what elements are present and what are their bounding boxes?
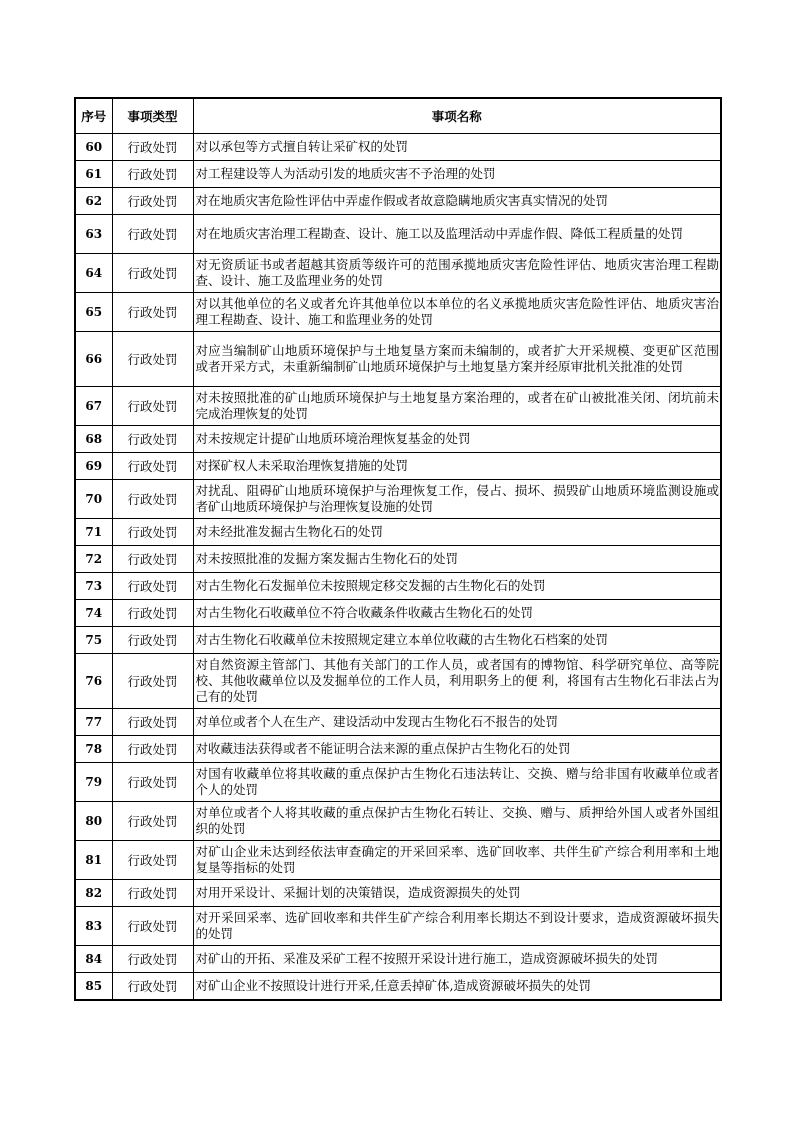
- document-page: [74, 97, 720, 1001]
- row-matter-type: 行政处罚: [112, 215, 193, 254]
- row-matter-type: 行政处罚: [112, 736, 193, 763]
- table-row: [75, 654, 721, 709]
- row-matter-name: 对未按照批准的矿山地质环境保护与土地复垦方案治理的，或者在矿山被批准关闭、闭坑前未完成治理恢复的处罚: [193, 387, 721, 426]
- row-matter-type: 行政处罚: [112, 654, 193, 709]
- row-serial-number: 65: [75, 293, 112, 332]
- row-serial-number: 81: [75, 841, 112, 880]
- row-matter-type: 行政处罚: [112, 802, 193, 841]
- row-serial-number: 69: [75, 453, 112, 480]
- table-row: [75, 188, 721, 215]
- row-matter-name: 对矿山的开拓、采准及采矿工程不按照开采设计进行施工，造成资源破坏损失的处罚: [193, 946, 721, 973]
- table-row: [75, 546, 721, 573]
- row-matter-type: 行政处罚: [112, 841, 193, 880]
- row-matter-name: 对国有收藏单位将其收藏的重点保护古生物化石违法转让、交换、赠与给非国有收藏单位或者个人的处罚: [193, 763, 721, 802]
- row-matter-type: 行政处罚: [112, 293, 193, 332]
- row-matter-name: 对单位或者个人将其收藏的重点保护古生物化石转让、交换、赠与、质押给外国人或者外国组织的处罚: [193, 802, 721, 841]
- row-serial-number: 84: [75, 946, 112, 973]
- row-serial-number: 75: [75, 627, 112, 654]
- table-row: [75, 907, 721, 946]
- table-row: [75, 573, 721, 600]
- row-matter-type: 行政处罚: [112, 946, 193, 973]
- row-serial-number: 74: [75, 600, 112, 627]
- row-matter-name: 对在地质灾害危险性评估中弄虚作假或者故意隐瞒地质灾害真实情况的处罚: [193, 188, 721, 215]
- table-row: [75, 763, 721, 802]
- row-serial-number: 68: [75, 426, 112, 453]
- table-row: [75, 161, 721, 188]
- row-matter-name: 对古生物化石发掘单位未按照规定移交发掘的古生物化石的处罚: [193, 573, 721, 600]
- row-matter-name: 对开采回采率、选矿回收率和共伴生矿产综合利用率长期达不到设计要求，造成资源破坏损失的处罚: [193, 907, 721, 946]
- row-matter-type: 行政处罚: [112, 134, 193, 161]
- header-serial-number: 序号: [75, 98, 112, 134]
- row-matter-name: 对无资质证书或者超越其资质等级许可的范围承揽地质灾害危险性评估、地质灾害治理工程勘查、设计、施工及监理业务的处罚: [193, 254, 721, 293]
- row-matter-name: 对古生物化石收藏单位不符合收藏条件收藏古生物化石的处罚: [193, 600, 721, 627]
- row-matter-name: 对扰乱、阻碍矿山地质环境保护与治理恢复工作，侵占、损坏、损毁矿山地质环境监测设施或者矿山地质环境保护与治理恢复设施的处罚: [193, 480, 721, 519]
- table-row: [75, 880, 721, 907]
- row-matter-name: 对在地质灾害治理工程勘查、设计、施工以及监理活动中弄虚作假、降低工程质量的处罚: [193, 215, 721, 254]
- row-matter-name: 对自然资源主管部门、其他有关部门的工作人员，或者国有的博物馆、科学研究单位、高等院校、其他收藏单位以及发掘单位的工作人员，利用职务上的便 利，将国有古生物化石非法占为己有的处罚: [193, 654, 721, 709]
- row-matter-name: 对未经批准发掘古生物化石的处罚: [193, 519, 721, 546]
- row-matter-type: 行政处罚: [112, 709, 193, 736]
- table-row: [75, 387, 721, 426]
- row-matter-name: 对未按规定计提矿山地质环境治理恢复基金的处罚: [193, 426, 721, 453]
- table-row: [75, 736, 721, 763]
- row-matter-type: 行政处罚: [112, 763, 193, 802]
- row-matter-type: 行政处罚: [112, 161, 193, 188]
- row-matter-type: 行政处罚: [112, 332, 193, 387]
- row-matter-name: 对矿山企业不按照设计进行开采,任意丢掉矿体,造成资源破坏损失的处罚: [193, 973, 721, 1001]
- row-matter-type: 行政处罚: [112, 627, 193, 654]
- row-serial-number: 72: [75, 546, 112, 573]
- row-matter-name: 对收藏违法获得或者不能证明合法来源的重点保护古生物化石的处罚: [193, 736, 721, 763]
- header-matter-name: 事项名称: [193, 98, 721, 134]
- row-serial-number: 60: [75, 134, 112, 161]
- row-matter-type: 行政处罚: [112, 600, 193, 627]
- row-serial-number: 71: [75, 519, 112, 546]
- table-row: [75, 254, 721, 293]
- row-serial-number: 78: [75, 736, 112, 763]
- row-matter-type: 行政处罚: [112, 480, 193, 519]
- table-row: [75, 946, 721, 973]
- row-matter-name: 对以承包等方式擅自转让采矿权的处罚: [193, 134, 721, 161]
- row-matter-type: 行政处罚: [112, 426, 193, 453]
- row-matter-type: 行政处罚: [112, 880, 193, 907]
- table-row: [75, 519, 721, 546]
- row-serial-number: 66: [75, 332, 112, 387]
- table-row: [75, 332, 721, 387]
- row-matter-type: 行政处罚: [112, 546, 193, 573]
- row-serial-number: 64: [75, 254, 112, 293]
- row-matter-type: 行政处罚: [112, 973, 193, 1001]
- row-serial-number: 79: [75, 763, 112, 802]
- table-row: [75, 841, 721, 880]
- table-row: [75, 426, 721, 453]
- row-matter-name: 对未按照批准的发掘方案发掘古生物化石的处罚: [193, 546, 721, 573]
- row-serial-number: 73: [75, 573, 112, 600]
- table-row: [75, 627, 721, 654]
- table-row: [75, 480, 721, 519]
- row-matter-name: 对以其他单位的名义或者允许其他单位以本单位的名义承揽地质灾害危险性评估、地质灾害治理工程勘查、设计、施工和监理业务的处罚: [193, 293, 721, 332]
- table-row: [75, 709, 721, 736]
- row-serial-number: 76: [75, 654, 112, 709]
- row-serial-number: 77: [75, 709, 112, 736]
- row-serial-number: 82: [75, 880, 112, 907]
- table-row: [75, 293, 721, 332]
- table-row: [75, 134, 721, 161]
- row-matter-name: 对古生物化石收藏单位未按照规定建立本单位收藏的古生物化石档案的处罚: [193, 627, 721, 654]
- row-serial-number: 61: [75, 161, 112, 188]
- row-matter-type: 行政处罚: [112, 453, 193, 480]
- header-matter-type: 事项类型: [112, 98, 193, 134]
- row-matter-name: 对应当编制矿山地质环境保护与土地复垦方案而未编制的，或者扩大开采规模、变更矿区范围或者开采方式，未重新编制矿山地质环境保护与土地复垦方案并经原审批机关批准的处罚: [193, 332, 721, 387]
- row-serial-number: 67: [75, 387, 112, 426]
- row-matter-type: 行政处罚: [112, 573, 193, 600]
- row-matter-name: 对用开采设计、采掘计划的决策错误，造成资源损失的处罚: [193, 880, 721, 907]
- table-row: [75, 802, 721, 841]
- row-matter-type: 行政处罚: [112, 387, 193, 426]
- table-row: [75, 973, 721, 1001]
- row-matter-type: 行政处罚: [112, 907, 193, 946]
- row-matter-type: 行政处罚: [112, 254, 193, 293]
- row-matter-type: 行政处罚: [112, 188, 193, 215]
- row-matter-name: 对单位或者个人在生产、建设活动中发现古生物化石不报告的处罚: [193, 709, 721, 736]
- row-serial-number: 85: [75, 973, 112, 1001]
- row-matter-name: 对矿山企业未达到经依法审查确定的开采回采率、选矿回收率、共伴生矿产综合利用率和土地复垦等指标的处罚: [193, 841, 721, 880]
- table-row: [75, 600, 721, 627]
- row-serial-number: 62: [75, 188, 112, 215]
- row-serial-number: 80: [75, 802, 112, 841]
- table-header-row: [75, 98, 721, 134]
- row-serial-number: 70: [75, 480, 112, 519]
- row-matter-type: 行政处罚: [112, 519, 193, 546]
- row-serial-number: 63: [75, 215, 112, 254]
- row-matter-name: 对探矿权人未采取治理恢复措施的处罚: [193, 453, 721, 480]
- row-serial-number: 83: [75, 907, 112, 946]
- row-matter-name: 对工程建设等人为活动引发的地质灾害不予治理的处罚: [193, 161, 721, 188]
- table-row: [75, 453, 721, 480]
- matters-table: [74, 97, 722, 1001]
- table-row: [75, 215, 721, 254]
